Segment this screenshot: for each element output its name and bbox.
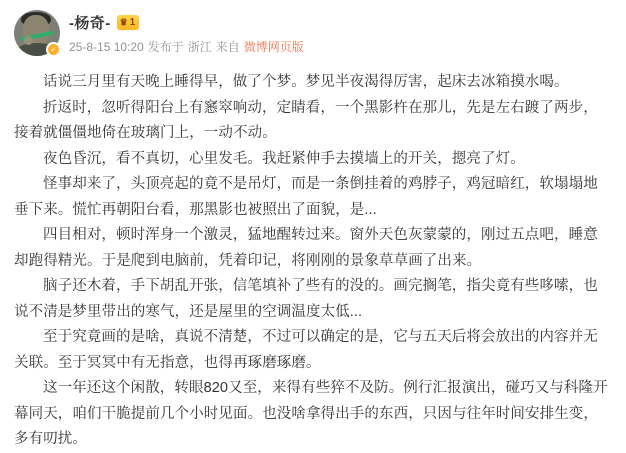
crown-icon: ♛: [119, 16, 128, 27]
verified-badge-icon[interactable]: [46, 42, 61, 57]
post-paragraph: 至于究竟画的是啥，真说不清楚，不过可以确定的是，它与五天后将会放出的内容并无关联。至于冥冥中有无指意，也得再琢磨琢磨。: [14, 329, 598, 371]
avatar-hand: [24, 36, 33, 45]
source-prefix-label: 来自: [215, 40, 240, 54]
publish-prefix-label: 发布于: [147, 40, 184, 54]
post-paragraph: 折返时，忽听得阳台上有窸窣响动，定睛看，一个黑影杵在那儿，先是左右踱了两步，接着就僵僵地倚在玻璃门上，一动不动。: [14, 99, 598, 141]
post-paragraph: 夜色昏沉，看不真切，心里发毛。我赶紧伸手去摸墙上的开关，摁亮了灯。: [43, 150, 525, 167]
vip-level-label: 1: [129, 16, 136, 28]
post-content: [14, 70, 612, 453]
author-name-row: [69, 11, 304, 33]
post-paragraph: 脑子还木着，手下胡乱开张，信笔填补了些有的没的。画完搁笔，指尖竟有些哆嗦，也说不清是梦里带出的寒气，还是屋里的空调温度太低...: [14, 278, 598, 320]
post-source-link[interactable]: 微博网页版: [243, 40, 304, 54]
author-name[interactable]: -杨奇-: [69, 14, 111, 32]
post-paragraph: 四目相对，顿时浑身一个激灵，猛地醒转过来。窗外天色灰蒙蒙的，刚过五点吧，睡意却跑得精光。于是爬到电脑前，凭着印记，将刚刚的景象草草画了出来。: [14, 227, 598, 269]
post-timestamp: 25-8-15 10:20: [69, 40, 144, 54]
post-paragraph: 这一年还这个闲散，转眼820又至，来得有些猝不及防。例行汇报演出，碰巧又与科隆开幕同天，咱们干脆提前几个小时见面。也没啥拿得出手的东西，只因与往年时间安排生变，多有叨扰。: [14, 380, 608, 447]
post-location: 浙江: [187, 40, 212, 54]
verified-check-glyph: ✓: [50, 45, 57, 54]
post-submeta-row: [69, 39, 304, 55]
post-meta: [69, 10, 304, 55]
post-paragraph: 怪事却来了，头顶亮起的竟不是吊灯，而是一条倒挂着的鸡脖子，鸡冠暗红，软塌塌地垂下来。慌忙再朝阳台看，那黑影也被照出了面貌，是...: [14, 176, 598, 218]
vip-badge[interactable]: [117, 15, 140, 30]
avatar[interactable]: [14, 10, 60, 56]
post-paragraph: 话说三月里有天晚上睡得早，做了个梦。梦见半夜渴得厉害，起床去冰箱摸水喝。: [43, 74, 569, 90]
post-header: [14, 10, 612, 62]
